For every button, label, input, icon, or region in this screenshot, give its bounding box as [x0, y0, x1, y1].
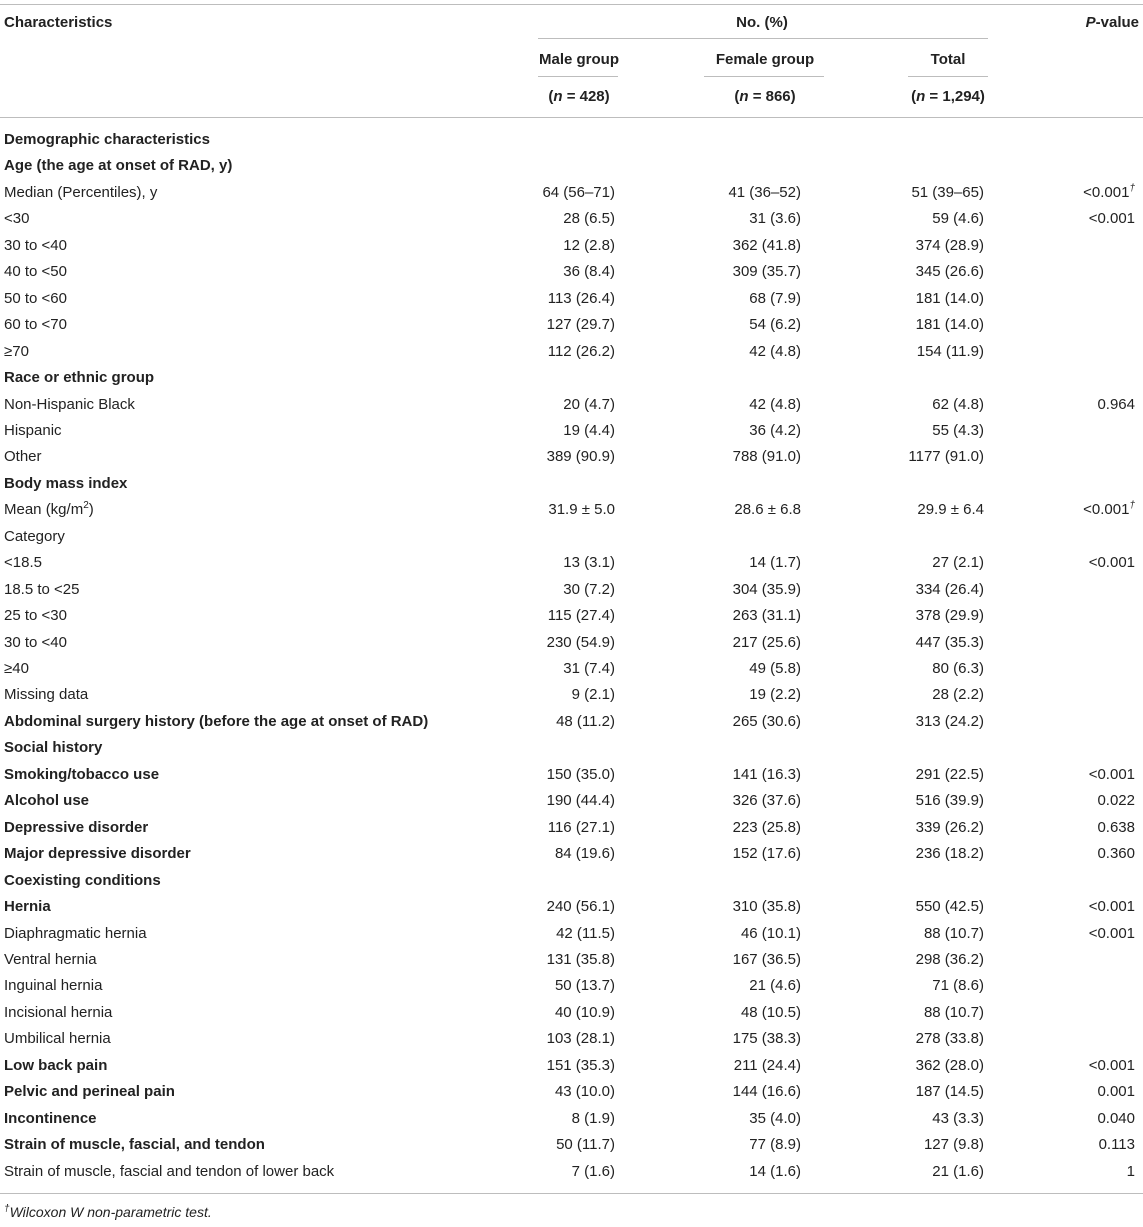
cell-male: 30 (7.2): [563, 580, 615, 598]
table-row: [0, 845, 1143, 871]
cell-p-value: <0.001: [1088, 924, 1135, 942]
dagger-mark: †: [1129, 182, 1135, 194]
cell-male: 36 (8.4): [563, 263, 615, 281]
cell-total: 187 (14.5): [915, 1083, 984, 1101]
header-female-n: (n = 866): [734, 88, 796, 105]
cell-total: 313 (24.2): [915, 712, 984, 730]
table-row: [0, 686, 1143, 712]
table-bottom-rule: [0, 1193, 1143, 1194]
cell-total: 55 (4.3): [932, 421, 984, 439]
row-label: ≥70: [4, 342, 29, 360]
cell-total: 374 (28.9): [915, 236, 984, 254]
table-row: [0, 1083, 1143, 1109]
cell-p-value: 0.022: [1097, 792, 1135, 810]
cell-female: 31 (3.6): [749, 210, 801, 228]
table-row: [0, 607, 1143, 633]
table-row: [0, 184, 1143, 210]
row-label: Category: [4, 527, 65, 545]
table-row: [0, 131, 1143, 157]
cell-male: 43 (10.0): [554, 1083, 615, 1101]
cell-female: 42 (4.8): [749, 395, 801, 413]
cell-female: 265 (30.6): [732, 712, 801, 730]
cell-female: 46 (10.1): [740, 924, 801, 942]
row-label: 25 to <30: [4, 607, 67, 625]
cell-female: 223 (25.8): [732, 818, 801, 836]
header-female-group: Female group: [715, 51, 815, 68]
cell-total: 447 (35.3): [915, 633, 984, 651]
cell-total: 516 (39.9): [915, 792, 984, 810]
cell-total: 1177 (91.0): [908, 448, 984, 466]
cell-p-value: 0.964: [1097, 395, 1135, 413]
cell-female: 211 (24.4): [733, 1056, 801, 1074]
cell-male: 113 (26.4): [547, 289, 615, 307]
cell-p-value: <0.001: [1088, 898, 1135, 916]
cell-p-value: 0.360: [1097, 845, 1135, 863]
row-label: 40 to <50: [4, 263, 67, 281]
row-label: Alcohol use: [4, 792, 90, 810]
table-row: [0, 369, 1143, 395]
cell-male: 31.9 ± 5.0: [548, 501, 615, 519]
table-row: [0, 951, 1143, 977]
cell-male: 103 (28.1): [546, 1030, 615, 1048]
row-label: Coexisting conditions: [4, 871, 161, 889]
cell-female: 362 (41.8): [732, 236, 801, 254]
table-row: [0, 898, 1143, 924]
table-row: [0, 739, 1143, 765]
header-no-pct: No. (%): [736, 14, 788, 31]
cell-male: 50 (11.7): [556, 1136, 615, 1154]
table-row: [0, 713, 1143, 739]
row-label: Smoking/tobacco use: [4, 765, 160, 783]
cell-male: 19 (4.4): [563, 421, 615, 439]
cell-p-value: <0.001: [1088, 210, 1135, 228]
cell-total: 154 (11.9): [916, 342, 984, 360]
cell-male: 9 (2.1): [571, 686, 615, 704]
cell-total: 71 (8.6): [932, 977, 984, 995]
cell-total: 339 (26.2): [915, 818, 984, 836]
row-label: Mean $(kg/m^2)$: [4, 500, 94, 519]
cell-female: 167 (36.5): [732, 950, 801, 968]
row-label: Median (Percentiles), y: [4, 183, 158, 201]
cell-total: 181 (14.0): [915, 289, 984, 307]
cell-female: 309 (35.7): [732, 263, 801, 281]
row-label: Diaphragmatic hernia: [4, 924, 147, 942]
row-label: Age (the age at onset of RAD, y): [4, 157, 233, 175]
table-row: [0, 157, 1143, 183]
cell-female: 14 (1.7): [749, 554, 801, 572]
cell-total: 21 (1.6): [932, 1162, 984, 1180]
row-label: Strain of muscle, fascial, and tendon: [4, 1136, 265, 1154]
row-label: Inguinal hernia: [4, 977, 103, 995]
cell-male: 64 (56–71): [542, 183, 615, 201]
table-row: [0, 263, 1143, 289]
cell-p-value: 0.638: [1097, 818, 1135, 836]
row-label: Low back pain: [4, 1056, 108, 1074]
row-label: Social history: [4, 739, 103, 757]
cell-total: 80 (6.3): [932, 660, 984, 677]
table-row: [0, 660, 1143, 686]
cell-female: 77 (8.9): [749, 1136, 801, 1154]
cell-female: 141 (16.3): [732, 765, 801, 783]
cell-total: 88 (10.7): [923, 1003, 984, 1021]
header-total: Total: [930, 51, 966, 68]
cell-female: 152 (17.6): [732, 845, 801, 863]
table-row: [0, 792, 1143, 818]
male-subrule: [538, 76, 618, 77]
cell-female: 35 (4.0): [749, 1109, 801, 1127]
cell-male: 230 (54.9): [546, 633, 615, 651]
table-row: [0, 766, 1143, 792]
table-row: [0, 872, 1143, 898]
cell-total: 236 (18.2): [915, 845, 984, 863]
cell-male: 131 (35.8): [546, 950, 615, 968]
total-subrule: [908, 76, 988, 77]
cell-total: 291 (22.5): [915, 765, 984, 783]
cell-total: 62 (4.8): [932, 395, 984, 413]
header-span-rule: [538, 38, 988, 39]
row-label: Other: [4, 448, 42, 466]
cell-male: 151 (35.3): [546, 1056, 615, 1074]
cell-male: 7 (1.6): [571, 1162, 615, 1180]
row-label: 18.5 to <25: [4, 580, 80, 598]
cell-total: 28 (2.2): [932, 686, 984, 704]
table-row: [0, 819, 1143, 845]
cell-male: 115 (27.4): [547, 607, 615, 625]
row-label: Hernia: [4, 898, 51, 916]
table-row: [0, 422, 1143, 448]
row-label: Hispanic: [4, 421, 62, 439]
table-row: [0, 1030, 1143, 1056]
cell-total: 29.9 ± 6.4: [917, 501, 984, 519]
female-subrule: [704, 76, 824, 77]
cell-p-value: <0.001†: [1083, 182, 1135, 201]
table-row: [0, 396, 1143, 422]
row-label: <30: [4, 210, 30, 228]
row-label: Missing data: [4, 686, 89, 704]
header-male-n: (n = 428): [548, 88, 610, 105]
cell-total: 127 (9.8): [923, 1136, 984, 1154]
cell-total: 88 (10.7): [923, 924, 984, 942]
table-row: [0, 501, 1143, 527]
row-label: ≥40: [4, 660, 29, 677]
table-row: [0, 237, 1143, 263]
table-row: [0, 210, 1143, 236]
cell-male: 31 (7.4): [563, 660, 615, 677]
cell-total: 550 (42.5): [915, 898, 984, 916]
cell-male: 240 (56.1): [546, 898, 615, 916]
cell-total: 181 (14.0): [915, 316, 984, 334]
cell-p-value: 0.040: [1097, 1109, 1135, 1127]
header-total-n: (n = 1,294): [911, 88, 985, 105]
cell-male: 50 (13.7): [554, 977, 615, 995]
row-label: Incisional hernia: [4, 1003, 113, 1021]
table-row: [0, 634, 1143, 660]
header-bottom-rule: [0, 117, 1143, 118]
row-label: Non-Hispanic Black: [4, 395, 135, 413]
cell-male: 8 (1.9): [571, 1109, 615, 1127]
cell-female: 217 (25.6): [732, 633, 801, 651]
row-label: Body mass index: [4, 474, 128, 492]
cell-male: 20 (4.7): [563, 395, 615, 413]
table-row: [0, 581, 1143, 607]
cell-female: 175 (38.3): [732, 1030, 801, 1048]
cell-male: 48 (11.2): [556, 712, 615, 730]
cell-male: 150 (35.0): [546, 765, 615, 783]
cell-female: 42 (4.8): [749, 342, 801, 360]
cell-female: 54 (6.2): [749, 316, 801, 334]
cell-total: 345 (26.6): [915, 263, 984, 281]
cell-male: 127 (29.7): [546, 316, 615, 334]
cell-male: 190 (44.4): [546, 792, 615, 810]
cell-p-value: <0.001†: [1083, 500, 1135, 519]
cell-total: 278 (33.8): [915, 1030, 984, 1048]
dagger-mark: †: [1129, 500, 1135, 512]
cell-total: 43 (3.3): [932, 1109, 984, 1127]
cell-female: 28.6 ± 6.8: [734, 501, 801, 519]
cell-female: 263 (31.1): [732, 607, 801, 625]
cell-female: 48 (10.5): [740, 1003, 801, 1021]
table-row: [0, 1163, 1143, 1189]
row-label: <18.5: [4, 554, 42, 572]
cell-female: 304 (35.9): [732, 580, 801, 598]
cell-female: 19 (2.2): [749, 686, 801, 704]
cell-female: 36 (4.2): [749, 421, 801, 439]
row-label: Demographic characteristics: [4, 131, 210, 148]
cell-total: 27 (2.1): [932, 554, 984, 572]
header-p-value: P-value: [1085, 14, 1139, 31]
table-row: [0, 343, 1143, 369]
cell-female: 788 (91.0): [732, 448, 801, 466]
row-label: Race or ethnic group: [4, 369, 155, 387]
row-label: 60 to <70: [4, 316, 67, 334]
row-label: Major depressive disorder: [4, 845, 191, 863]
cell-p-value: <0.001: [1088, 554, 1135, 572]
cell-female: 41 (36–52): [728, 183, 801, 201]
row-label: Ventral hernia: [4, 950, 97, 968]
cell-total: 362 (28.0): [915, 1056, 984, 1074]
cell-female: 310 (35.8): [732, 898, 801, 916]
table-row: [0, 554, 1143, 580]
table-row: [0, 475, 1143, 501]
cell-female: 144 (16.6): [732, 1083, 801, 1101]
table-top-rule: [0, 4, 1143, 5]
table-row: [0, 1004, 1143, 1030]
cell-male: 84 (19.6): [554, 845, 615, 863]
table-row: [0, 316, 1143, 342]
cell-total: 59 (4.6): [932, 210, 984, 228]
table-row: [0, 290, 1143, 316]
cell-p-value: <0.001: [1088, 765, 1135, 783]
row-label: Abdominal surgery history (before the age at onset of RAD): [4, 712, 429, 730]
table-row: [0, 1110, 1143, 1136]
row-label: Incontinence: [4, 1109, 97, 1127]
cell-female: 68 (7.9): [749, 289, 801, 307]
cell-male: 28 (6.5): [563, 210, 615, 228]
cell-female: 21 (4.6): [749, 977, 801, 995]
table-row: [0, 1057, 1143, 1083]
row-label: Depressive disorder: [4, 818, 149, 836]
cell-p-value: 0.001: [1097, 1083, 1135, 1101]
cell-male: 40 (10.9): [554, 1003, 615, 1021]
cell-total: 298 (36.2): [915, 950, 984, 968]
cell-male: 13 (3.1): [563, 554, 615, 572]
cell-p-value: 1: [1126, 1162, 1135, 1180]
cell-male: 389 (90.9): [546, 448, 615, 466]
cell-total: 334 (26.4): [915, 580, 984, 598]
table-row: [0, 1136, 1143, 1162]
cell-female: 14 (1.6): [749, 1162, 801, 1180]
row-label: 50 to <60: [4, 289, 67, 307]
cell-male: 116 (27.1): [547, 818, 615, 836]
cell-total: 378 (29.9): [915, 607, 984, 625]
cell-male: 42 (11.5): [556, 924, 615, 942]
cell-female: 326 (37.6): [732, 792, 801, 810]
table-footnote: †Wilcoxon W non-parametric test.: [4, 1203, 212, 1220]
table-row: [0, 528, 1143, 554]
row-label: Pelvic and perineal pain: [4, 1083, 175, 1101]
row-label: Strain of muscle, fascial and tendon of lower back: [4, 1162, 335, 1180]
table-row: [0, 977, 1143, 1003]
cell-male: 12 (2.8): [563, 236, 615, 254]
row-label: Umbilical hernia: [4, 1030, 111, 1048]
cell-male: 112 (26.2): [547, 342, 615, 360]
table-row: [0, 925, 1143, 951]
cell-p-value: 0.113: [1098, 1136, 1135, 1154]
header-characteristics: Characteristics: [4, 14, 113, 31]
row-label: 30 to <40: [4, 236, 67, 254]
cell-female: 49 (5.8): [749, 660, 801, 677]
header-male-group: Male group: [538, 51, 620, 68]
row-label: 30 to <40: [4, 633, 67, 651]
table-row: [0, 448, 1143, 474]
cell-total: 51 (39–65): [911, 183, 984, 201]
cell-p-value: <0.001: [1088, 1056, 1135, 1074]
